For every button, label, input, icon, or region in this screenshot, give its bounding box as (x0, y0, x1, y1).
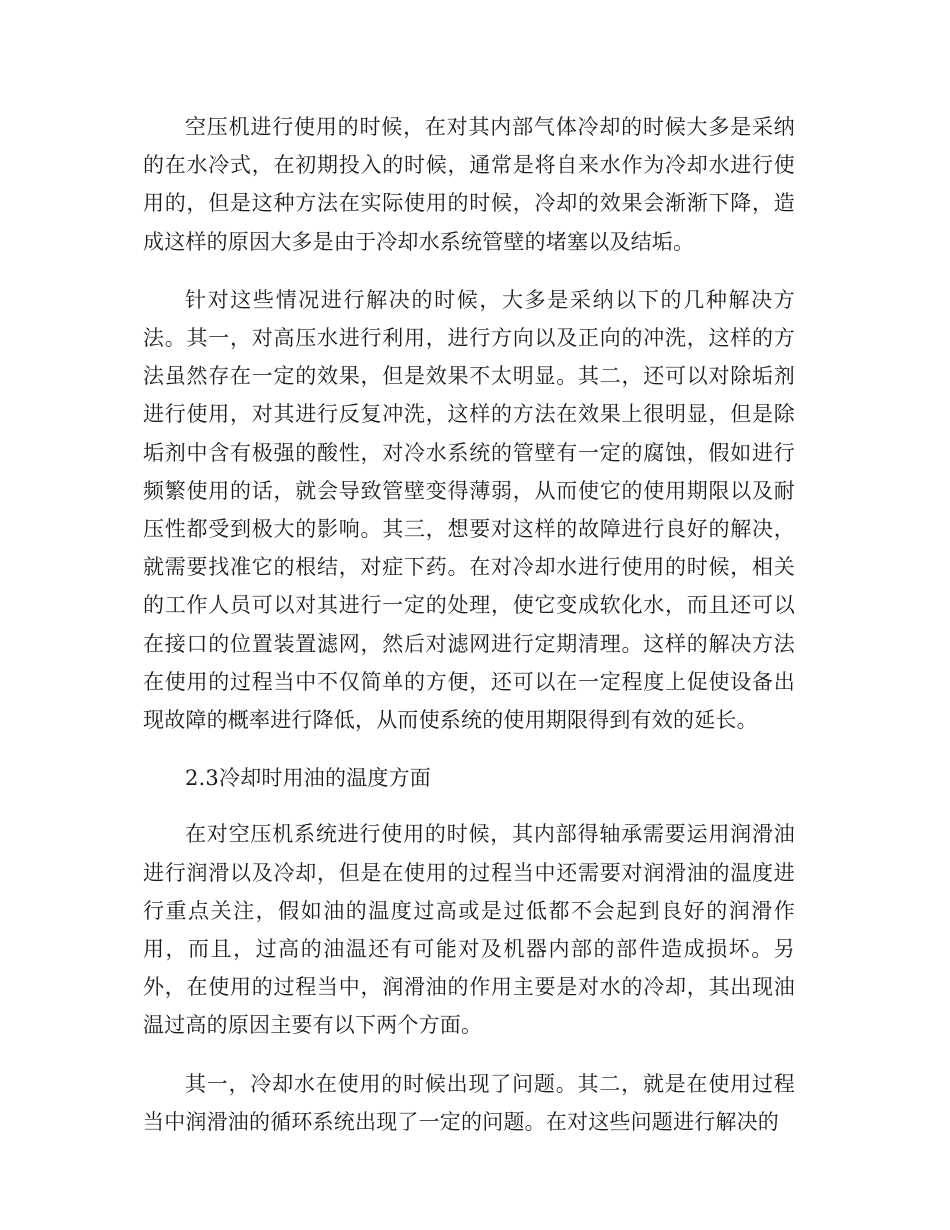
paragraph-2: 针对这些情况进行解决的时候，大多是采纳以下的几种解决方法。其一，对高压水进行利用，进行方向以及正向的冲洗，这样的方法虽然存在一定的效果，但是效果不太明显。其二，还可以对除垢剂进行使用，对其进行反复冲洗，这样的方法在效果上很明显，但是除垢剂中含有极强的酸性，对冷水系统的管壁有一定的腐蚀，假如进行频繁使用的话，就会导致管壁变得薄弱，从而使它的使用期限以及耐压性都受到极大的影响。其三，想要对这样的故障进行良好的解决，就需要找准它的根结，对症下药。在对冷却水进行使用的时候，相关的工作人员可以对其进行一定的处理，使它变成软化水，而且还可以在接口的位置装置滤网，然后对滤网进行定期清理。这样的解决方法在使用的过程当中不仅简单的方便，还可以在一定程度上促使设备出现故障的概率进行降低，从而使系统的使用期限得到有效的延长。 (143, 287, 795, 733)
document-page (143, 108, 795, 1161)
section-heading: 2.3冷却时用油的温度方面 (185, 766, 431, 791)
paragraph-1: 空压机进行使用的时候，在对其内部气体冷却的时候大多是采纳的在水冷式，在初期投入的时候，通常是将自来水作为冷却水进行使用的，但是这种方法在实际使用的时候，冷却的效果会渐渐下降，造成这样的原因大多是由于冷却水系统管壁的堵塞以及结垢。 (143, 115, 795, 254)
paragraph-4: 其一，冷却水在使用的时候出现了问题。其二，就是在使用过程当中润滑油的循环系统出现了一定的问题。在对这些问题进行解决的 (143, 1071, 795, 1134)
paragraph-3: 在对空压机系统进行使用的时候，其内部得轴承需要运用润滑油进行润滑以及冷却，但是在使用的过程当中还需要对润滑油的温度进行重点关注，假如油的温度过高或是过低都不会起到良好的润滑作用，而且，过高的油温还有可能对及机器内部的部件造成损坏。另外，在使用的过程当中，润滑油的作用主要是对水的冷却，其出现油温过高的原因主要有以下两个方面。 (143, 822, 795, 1038)
